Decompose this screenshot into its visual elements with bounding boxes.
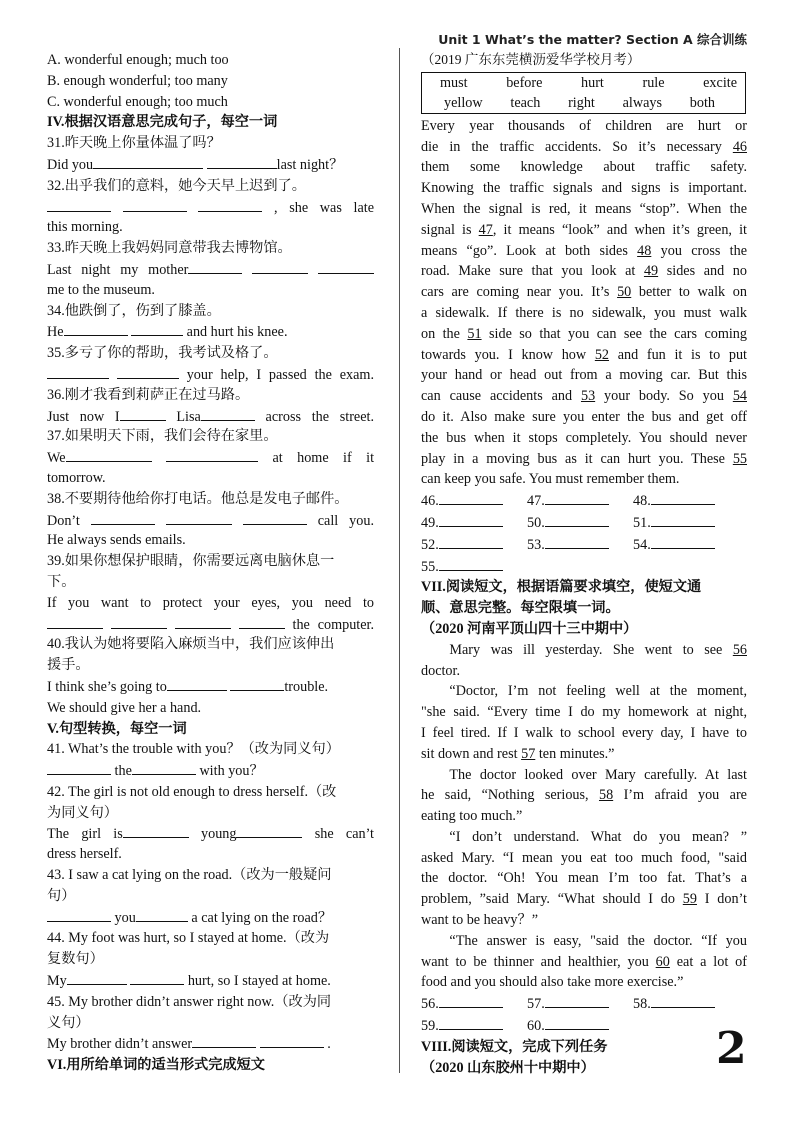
passage-line: [421, 640, 747, 661]
passage-line: [421, 661, 747, 682]
answer-label: 52.: [421, 536, 439, 553]
passage-line: [421, 952, 747, 973]
passage-text: side so that you can see the cars coming: [481, 325, 747, 342]
q37-chinese: 37.如果明天下雨，我们会待在家里。: [47, 428, 278, 445]
answer-item: [421, 490, 527, 512]
q33-english-cont: me to the museum.: [47, 281, 155, 298]
page-header-title: Unit 1 What’s the matter? Section A 综合训练: [438, 32, 747, 47]
passage-text: your hand or head out from a moving car. But this: [421, 367, 747, 384]
answer-blank[interactable]: [439, 490, 503, 505]
blank[interactable]: [318, 259, 374, 274]
option-a: A. wonderful enough; much too: [47, 52, 229, 68]
passage-line: [421, 702, 747, 723]
q42-question: 42. The girl is not old enough to dress herself.（改: [47, 783, 337, 800]
q37-english: We at home if it: [47, 447, 374, 468]
answer-item: [421, 534, 527, 556]
q44-question-cont: 复数句）: [47, 951, 104, 968]
answer-item: [527, 534, 633, 556]
passage-line: [421, 785, 747, 806]
answer-item: [421, 993, 527, 1015]
blank[interactable]: [123, 197, 187, 212]
section-7-title: VII.阅读短文，根据语篇要求填空，使短文通: [421, 579, 702, 596]
passage-text: the doctor. “Oh! You mean I’m too fat. That’s a: [421, 870, 747, 887]
blank[interactable]: [47, 197, 111, 212]
blank[interactable]: [260, 1033, 324, 1048]
answer-blank[interactable]: [651, 993, 715, 1008]
word-bank-row-2: [422, 93, 745, 113]
q42-answer: The girl is young she can’t: [47, 823, 374, 844]
blank[interactable]: [47, 364, 109, 379]
blank[interactable]: [123, 823, 189, 838]
right-column: [421, 30, 747, 1078]
q40-english: I think she’s going to trouble.: [47, 676, 374, 698]
passage-line: [421, 324, 747, 345]
answer-item: [527, 512, 633, 534]
passage-text: "she said. “Every time I do my homework at night,: [421, 704, 747, 721]
blank[interactable]: [47, 760, 111, 775]
q31-english: Did you last night？: [47, 154, 374, 176]
passage-line: [421, 282, 747, 303]
q42-question-cont: 为同义句）: [47, 804, 118, 821]
passage-line: [421, 827, 747, 848]
answer-blank[interactable]: [439, 993, 503, 1008]
passage-line: [421, 848, 747, 869]
passage-line: [421, 261, 747, 282]
blank[interactable]: [166, 447, 258, 462]
q40-chinese: 40.我认为她将要陷入麻烦当中，我们应该伸出: [47, 636, 335, 653]
blank[interactable]: [243, 510, 307, 525]
section-8-title: VIII.阅读短文，完成下列任务: [421, 1038, 608, 1055]
passage-line: [421, 469, 747, 490]
answer-item: [633, 993, 739, 1015]
blank[interactable]: [67, 970, 127, 985]
answer-blank[interactable]: [439, 1015, 503, 1030]
q39-chinese-cont: 下。: [47, 573, 76, 590]
blank[interactable]: [236, 823, 302, 838]
section-6-source: （2019 广东东莞横沥爱华学校月考）: [421, 52, 641, 67]
q36-chinese: 36.刚才我看到莉萨正在过马路。: [47, 386, 250, 403]
passage-text: road. Make sure that you look at: [421, 263, 644, 280]
answer-label: 54.: [633, 536, 651, 553]
section-7-source: （2020 河南平顶山四十三中期中）: [421, 620, 638, 637]
passage-line: [421, 303, 747, 324]
answer-blank[interactable]: [439, 512, 503, 527]
passage-line: [421, 744, 747, 765]
word-bank-word: must: [440, 74, 468, 91]
section-7-title-cont: 顺、意思完整。每空限填一词。: [421, 600, 620, 617]
q38-english-cont: He always sends emails.: [47, 532, 186, 549]
passage-line: [421, 241, 747, 262]
q38-chinese: 38.不要期待他给你打电话。他总是发电子邮件。: [47, 490, 349, 507]
passage-text: “The answer is easy, "said the doctor. “If you: [449, 932, 747, 949]
answer-blank[interactable]: [651, 490, 715, 505]
answer-item: [527, 993, 633, 1015]
passage-text: Knowing the traffic signals and signs is important.: [421, 180, 747, 197]
passage-text: Mary was ill yesterday. She went to see: [449, 641, 733, 658]
passage-text: I don’t: [696, 891, 747, 908]
passage-line: [421, 806, 747, 827]
passage-line: [421, 681, 747, 702]
answer-label: 57.: [527, 996, 545, 1013]
blank[interactable]: [47, 614, 103, 629]
left-column: [47, 50, 374, 1076]
q34-chinese: 34.他跌倒了，伤到了膝盖。: [47, 302, 221, 319]
passage-line: [421, 428, 747, 449]
answer-label: 58.: [633, 996, 651, 1013]
blank-number[interactable]: 52: [594, 346, 610, 363]
passage-text: you cross the: [651, 242, 747, 259]
answer-label: 56.: [421, 996, 439, 1013]
passage-line: [421, 449, 747, 470]
q40-english-cont: We should give her a hand.: [47, 699, 202, 716]
passage-line: [421, 868, 747, 889]
passage-line: [421, 765, 747, 786]
q41-question: 41. What’s the trouble with you？（改为同义句）: [47, 741, 340, 758]
blank[interactable]: [93, 154, 203, 169]
word-bank-word: before: [506, 74, 543, 91]
blank[interactable]: [91, 510, 155, 525]
blank[interactable]: [111, 614, 167, 629]
passage-text: , it means “look” and when it’s green, it: [492, 221, 747, 238]
passage-line: [421, 220, 747, 241]
answer-label: 60.: [527, 1018, 545, 1035]
option-b: B. enough wonderful; too many: [47, 72, 228, 89]
q43-question: 43. I saw a cat lying on the road.（改为一般疑问: [47, 867, 332, 884]
passage-line: [421, 116, 747, 137]
answer-item: [633, 534, 739, 556]
q44-answer: My hurt, so I stayed at home.: [47, 970, 374, 992]
blank-number[interactable]: 47: [478, 221, 493, 238]
answer-blank[interactable]: [545, 993, 609, 1008]
passage-line: [421, 157, 747, 178]
passage-text: cars are coming near you. It’s: [421, 284, 618, 301]
answer-blank[interactable]: [545, 490, 609, 505]
answer-row: [421, 993, 747, 1015]
passage-line: [421, 723, 747, 744]
passage-text: a sidewalk. If there is no sidewalk, you must walk: [421, 304, 747, 321]
passage-text: means “go”. Look at both sides: [421, 242, 638, 259]
answer-blank[interactable]: [545, 534, 609, 549]
q36-english: Just now I Lisa across the street.: [47, 406, 374, 427]
answer-lines-56-60: [421, 993, 747, 1037]
answer-blank[interactable]: [439, 556, 503, 571]
blank[interactable]: [192, 1033, 256, 1048]
passage-line: [421, 931, 747, 952]
q45-question: 45. My brother didn’t answer right now.（改为同: [47, 993, 332, 1010]
q35-english: your help, I passed the exam.: [47, 364, 374, 385]
blank[interactable]: [66, 447, 152, 462]
blank-number[interactable]: 49: [643, 263, 659, 280]
blank-number[interactable]: 58: [598, 787, 614, 804]
blank[interactable]: [117, 364, 179, 379]
answer-label: 55.: [421, 558, 439, 575]
passage-text: sit down and rest: [421, 745, 522, 762]
q45-question-cont: 义句）: [47, 1014, 90, 1031]
passage-text: can keep you safe. You must remember them.: [421, 471, 680, 488]
passage-line: [421, 910, 747, 931]
q39-chinese: 39.如果你想保护眼睛，你需要远离电脑休息一: [47, 553, 335, 570]
passage-text: I’m afraid you are: [613, 787, 747, 804]
blank[interactable]: [175, 614, 231, 629]
word-bank-word: teach: [510, 94, 541, 111]
word-bank-word: excite: [703, 74, 737, 91]
q35-chinese: 35.多亏了你的帮助，我考试及格了。: [47, 345, 278, 362]
word-bank-word: always: [622, 94, 663, 111]
blank-number[interactable]: 60: [655, 953, 670, 970]
q31-chinese: 31.昨天晚上你量体温了吗？: [47, 135, 221, 152]
passage-line: [421, 345, 747, 366]
passage-text: I feel tired. If I walk to school every day, I have to: [421, 724, 747, 741]
q33-chinese: 33.昨天晚上我妈妈同意带我去博物馆。: [47, 240, 292, 257]
answer-item: [633, 512, 739, 534]
answer-item: [527, 490, 633, 512]
passage-text: better to walk on: [631, 284, 747, 301]
passage-text: doctor.: [421, 662, 461, 679]
passage-text: he said, “Nothing serious,: [421, 787, 599, 804]
passage-text: on the: [421, 325, 468, 342]
passage-text: want to be thinner and healthier, you: [421, 953, 656, 970]
answer-item: [421, 512, 527, 534]
passage-line: [421, 889, 747, 910]
passage-mary-doctor: [421, 640, 747, 994]
blank[interactable]: [188, 259, 242, 274]
q37-english-cont: tomorrow.: [47, 469, 106, 486]
passage-line: [421, 137, 747, 158]
answer-label: 46.: [421, 493, 439, 510]
blank[interactable]: [198, 197, 262, 212]
blank[interactable]: [136, 907, 188, 922]
blank[interactable]: [239, 614, 285, 629]
blank[interactable]: [207, 154, 277, 169]
section-5-title: V.句型转换，每空一词: [47, 720, 187, 737]
option-c: C. wonderful enough; too much: [47, 93, 228, 110]
passage-text: die in the traffic accidents. So it’s necessary: [421, 138, 733, 155]
passage-text: The doctor looked over Mary carefully. At last: [449, 766, 747, 783]
word-bank-word: yellow: [444, 94, 483, 111]
q40-chinese-cont: 援手。: [47, 657, 90, 674]
answer-blank[interactable]: [651, 512, 715, 527]
passage-text: towards you. I know how: [421, 346, 595, 363]
answer-label: 50.: [527, 514, 545, 531]
passage-line: [421, 199, 747, 220]
passage-text: ten minutes.”: [535, 745, 615, 762]
answer-label: 51.: [633, 514, 651, 531]
answer-blank[interactable]: [439, 534, 503, 549]
blank[interactable]: [167, 676, 227, 691]
blank[interactable]: [252, 259, 308, 274]
blank[interactable]: [64, 321, 128, 336]
blank-number[interactable]: 56: [732, 641, 747, 658]
passage-line: [421, 407, 747, 428]
q39-english: If you want to protect your eyes, you need to: [47, 594, 374, 611]
passage-text: play in a moving bus as it can hurt you. These: [421, 450, 733, 467]
page-number: 2: [716, 1023, 747, 1074]
blank-number[interactable]: 51: [467, 325, 482, 342]
q39-english-cont: the computer.: [47, 614, 374, 635]
passage-text: “Doctor, I’m not feeling well at the moment,: [449, 683, 747, 700]
passage-traffic-safety: [421, 116, 747, 490]
answer-label: 48.: [633, 493, 651, 510]
q41-answer: the with you？: [47, 760, 374, 782]
q38-english: Don’t call you.: [47, 510, 374, 531]
passage-text: the bus when it stops completely. You should never: [421, 429, 747, 446]
answer-row: [421, 1015, 747, 1037]
answer-row: [421, 512, 747, 534]
blank-number[interactable]: 55: [732, 450, 747, 467]
blank-number[interactable]: 59: [682, 891, 697, 908]
blank-number[interactable]: 54: [732, 388, 747, 405]
blank[interactable]: [132, 760, 196, 775]
answer-blank[interactable]: [545, 1015, 609, 1030]
q33-english: Last night my mother: [47, 259, 374, 280]
passage-text: Every year thousands of children are hurt or: [421, 117, 747, 134]
answer-item: [421, 556, 527, 578]
blank-number[interactable]: 46: [732, 138, 747, 155]
passage-line: [421, 386, 747, 407]
blank[interactable]: [47, 907, 111, 922]
passage-text: eating too much.”: [421, 808, 523, 825]
answer-label: 47.: [527, 493, 545, 510]
answer-blank[interactable]: [651, 534, 715, 549]
answer-item: [421, 1015, 527, 1037]
word-bank-word: hurt: [581, 74, 604, 91]
blank-number[interactable]: 57: [521, 745, 536, 762]
q43-answer: you a cat lying on the road？: [47, 907, 374, 929]
passage-text: them some knowledge about traffic safety.: [421, 159, 747, 176]
answer-item: [633, 490, 739, 512]
passage-text: can cause accidents and: [421, 388, 581, 405]
answer-row: [421, 534, 747, 556]
word-bank-word: both: [689, 94, 715, 111]
passage-text: problem, ”said Mary. “What should I do: [421, 891, 683, 908]
passage-text: signal is: [421, 221, 479, 238]
passage-text: want to be heavy？”: [421, 912, 539, 929]
q32-english: , she was late: [47, 197, 374, 218]
blank[interactable]: [201, 406, 255, 421]
blank-number[interactable]: 50: [617, 284, 632, 301]
answer-label: 53.: [527, 536, 545, 553]
passage-text: eat a lot of: [669, 953, 747, 970]
answer-item: [527, 1015, 633, 1037]
passage-text: food and you should also take more exercise.”: [421, 974, 684, 991]
word-bank-word: rule: [642, 74, 665, 91]
blank-number[interactable]: 48: [637, 242, 652, 259]
passage-line: [421, 178, 747, 199]
passage-text: do it. Also make sure you enter the bus and get off: [421, 408, 747, 425]
word-bank: [421, 72, 746, 114]
answer-blank[interactable]: [545, 512, 609, 527]
q44-question: 44. My foot was hurt, so I stayed at home.（改为: [47, 930, 330, 947]
blank[interactable]: [130, 970, 184, 985]
word-bank-row-1: [422, 73, 745, 93]
answer-row: [421, 556, 747, 578]
section-6-title: VI.用所给单词的适当形式完成短文: [47, 1057, 265, 1074]
blank-number[interactable]: 53: [580, 388, 596, 405]
q32-english-cont: this morning.: [47, 219, 123, 236]
blank[interactable]: [131, 321, 183, 336]
passage-line: [421, 972, 747, 993]
blank[interactable]: [120, 406, 166, 421]
word-bank-word: right: [568, 94, 595, 111]
passage-text: your body. So you: [595, 388, 733, 405]
passage-line: [421, 365, 747, 386]
answer-row: [421, 490, 747, 512]
answer-label: 49.: [421, 514, 439, 531]
passage-text: “I don’t understand. What do you mean? ”: [449, 828, 747, 845]
q32-chinese: 32.出乎我们的意料，她今天早上迟到了。: [47, 177, 306, 194]
q43-question-cont: 句）: [47, 887, 76, 904]
q42-answer-cont: dress herself.: [47, 846, 122, 863]
q45-answer: My brother didn’t answer .: [47, 1033, 374, 1055]
answer-lines-46-55: [421, 490, 747, 577]
answer-label: 59.: [421, 1018, 439, 1035]
passage-text: asked Mary. “I mean you eat too much food, "said: [421, 849, 747, 866]
column-divider: [399, 48, 400, 1073]
q34-english: He and hurt his knee.: [47, 321, 374, 343]
passage-text: and fun it is to put: [609, 346, 747, 363]
passage-text: sides and no: [658, 263, 747, 280]
section-4-title: IV.根据汉语意思完成句子，每空一词: [47, 114, 278, 131]
passage-text: When the signal is red, it means “stop”. When the: [421, 200, 747, 217]
blank[interactable]: [230, 676, 284, 691]
blank[interactable]: [166, 510, 232, 525]
section-8-source: （2020 山东胶州十中期中）: [421, 1059, 595, 1076]
